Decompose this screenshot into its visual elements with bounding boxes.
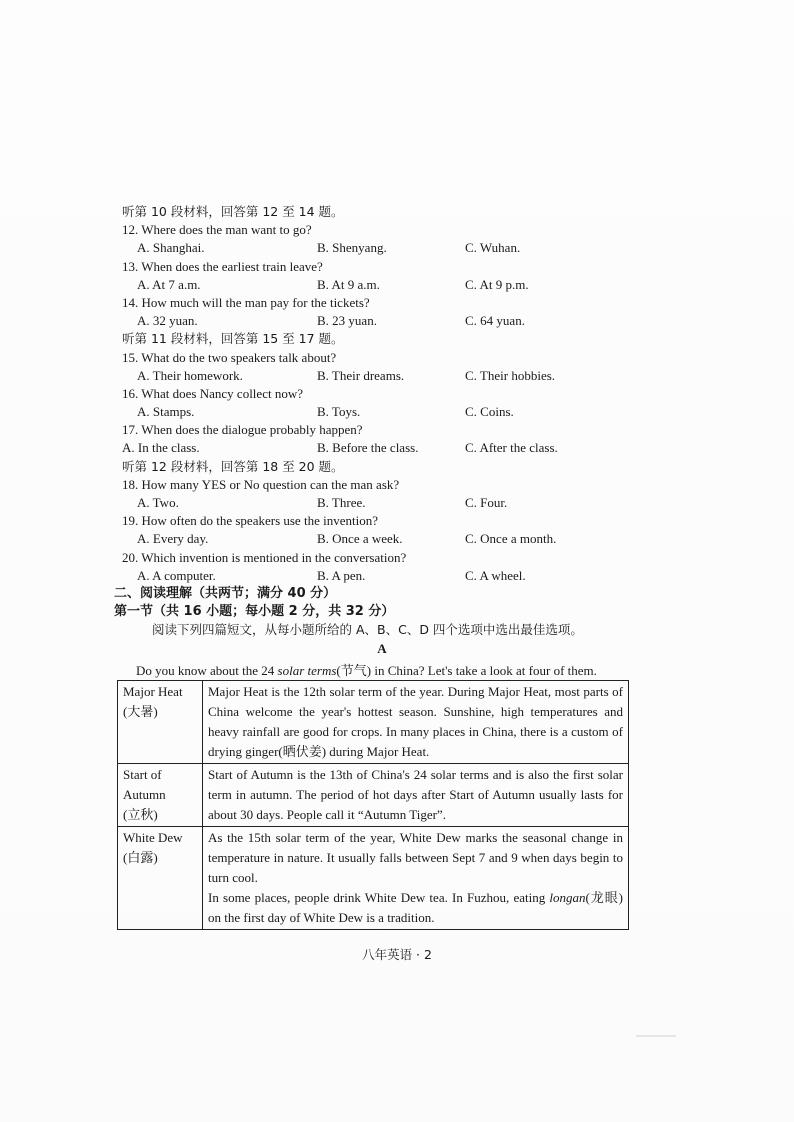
term-description: Start of Autumn is the 13th of China's 24 solar terms and is also the first solar term in autumn. The period of hot days after Start of Autumn usually lasts for about 30 days. People call it “Autumn Tiger”. (203, 764, 629, 827)
reading-part-title: 第一节（共 16 小题；每小题 2 分，共 32 分） (114, 604, 395, 620)
option-a: A. Shanghai. (137, 240, 205, 256)
option-c: C. After the class. (465, 440, 558, 456)
term-name: Start of Autumn (立秋) (118, 764, 203, 827)
listening-heading-10: 听第 10 段材料，回答第 12 至 14 题。 (122, 204, 344, 219)
option-b: B. Once a week. (317, 531, 403, 547)
question-group-12 (122, 476, 642, 585)
term-name: Major Heat (大暑) (118, 681, 203, 764)
question-14: 14. How much will the man pay for the tickets? (122, 294, 370, 310)
option-a: A. A computer. (137, 567, 216, 583)
options-15 (122, 367, 642, 385)
passage-intro (136, 662, 642, 680)
options-16 (122, 403, 642, 421)
options-19 (122, 530, 642, 548)
reading-section-title: 二、阅读理解（共两节；满分 40 分） (114, 585, 337, 601)
option-c: C. Their hobbies. (465, 367, 556, 383)
option-c: C. Once a month. (465, 531, 557, 547)
question-18: 18. How many YES or No question can the man ask? (122, 476, 400, 492)
option-c: C. At 9 p.m. (465, 276, 529, 292)
options-12 (122, 239, 642, 257)
solar-terms-table (117, 680, 629, 930)
option-b: B. Three. (317, 495, 366, 510)
option-a: A. Their homework. (137, 367, 243, 383)
question-16: 16. What does Nancy collect now? (122, 385, 303, 401)
option-a: A. In the class. (122, 440, 200, 456)
options-13 (122, 276, 642, 294)
reading-instruction: 阅读下列四篇短文，从每小题所给的 A、B、C、D 四个选项中选出最佳选项。 (152, 622, 583, 638)
option-b: B. Shenyang. (317, 240, 387, 256)
page-footer: 八年英语 · 2 (362, 947, 432, 962)
para2-text-1: In some places, people drink White Dew tea. In Fuzhou, eating (208, 890, 550, 905)
table-row (118, 681, 629, 764)
option-c: C. Wuhan. (465, 240, 521, 256)
table-row (118, 764, 629, 827)
intro-text-1: Do you know about the 24 (136, 662, 278, 678)
term-description-para-1: As the 15th solar term of the year, White Dew marks the seasonal change in temperature in nature. It usually falls between Sept 7 and 9 when days begin to turn cool. (208, 830, 623, 885)
option-c: C. A wheel. (465, 567, 526, 583)
option-c: C. 64 yuan. (465, 313, 525, 329)
intro-italic-term: solar terms (277, 662, 337, 678)
options-20 (122, 567, 642, 585)
option-b: B. Toys. (317, 404, 361, 420)
question-15: 15. What do the two speakers talk about? (122, 349, 337, 365)
option-b: B. At 9 a.m. (317, 276, 380, 292)
option-a: A. Every day. (137, 531, 209, 547)
term-description: Major Heat is the 12th solar term of the year. During Major Heat, most parts of China welcome the year's hottest season. Sunshine, high temperatures and heavy rainfall are good for crops. In many places in China, there is a custom of drying ginger(晒伏姜) during Major Heat. (203, 681, 629, 764)
term-description (203, 827, 629, 930)
option-a: A. Two. (137, 495, 179, 510)
option-a: A. At 7 a.m. (137, 276, 201, 292)
question-13: 13. When does the earliest train leave? (122, 258, 323, 274)
content-area (114, 203, 642, 680)
para2-text-2: (龙眼) on the first day of White Dew is a tradition. (208, 890, 623, 925)
option-c: C. Four. (465, 495, 508, 510)
question-19: 19. How often do the speakers use the invention? (122, 513, 378, 529)
option-a: A. 32 yuan. (137, 313, 198, 329)
question-group-11 (122, 349, 642, 458)
passage-label: A (377, 640, 387, 656)
option-b: B. Before the class. (317, 440, 419, 456)
listening-heading-12: 听第 12 段材料，回答第 18 至 20 题。 (122, 458, 344, 474)
scan-artifact (636, 1035, 676, 1037)
options-17 (122, 439, 642, 457)
options-18 (122, 494, 642, 512)
para2-italic-word: longan (549, 890, 586, 905)
option-b: B. A pen. (317, 567, 366, 583)
option-b: B. 23 yuan. (317, 313, 377, 329)
question-12: 12. Where does the man want to go? (122, 222, 312, 238)
options-14 (122, 312, 642, 330)
option-a: A. Stamps. (137, 404, 195, 420)
option-b: B. Their dreams. (317, 367, 405, 383)
question-20: 20. Which invention is mentioned in the conversation? (122, 549, 407, 565)
table-row (118, 827, 629, 930)
question-17: 17. When does the dialogue probably happen? (122, 422, 363, 438)
question-group-10 (122, 221, 642, 330)
term-name: White Dew (白露) (118, 827, 203, 930)
intro-text-2: (节气) in China? Let's take a look at four of them. (336, 662, 597, 678)
listening-heading-11: 听第 11 段材料，回答第 15 至 17 题。 (122, 331, 344, 347)
option-c: C. Coins. (465, 404, 514, 420)
term-description-para-2 (208, 888, 623, 928)
